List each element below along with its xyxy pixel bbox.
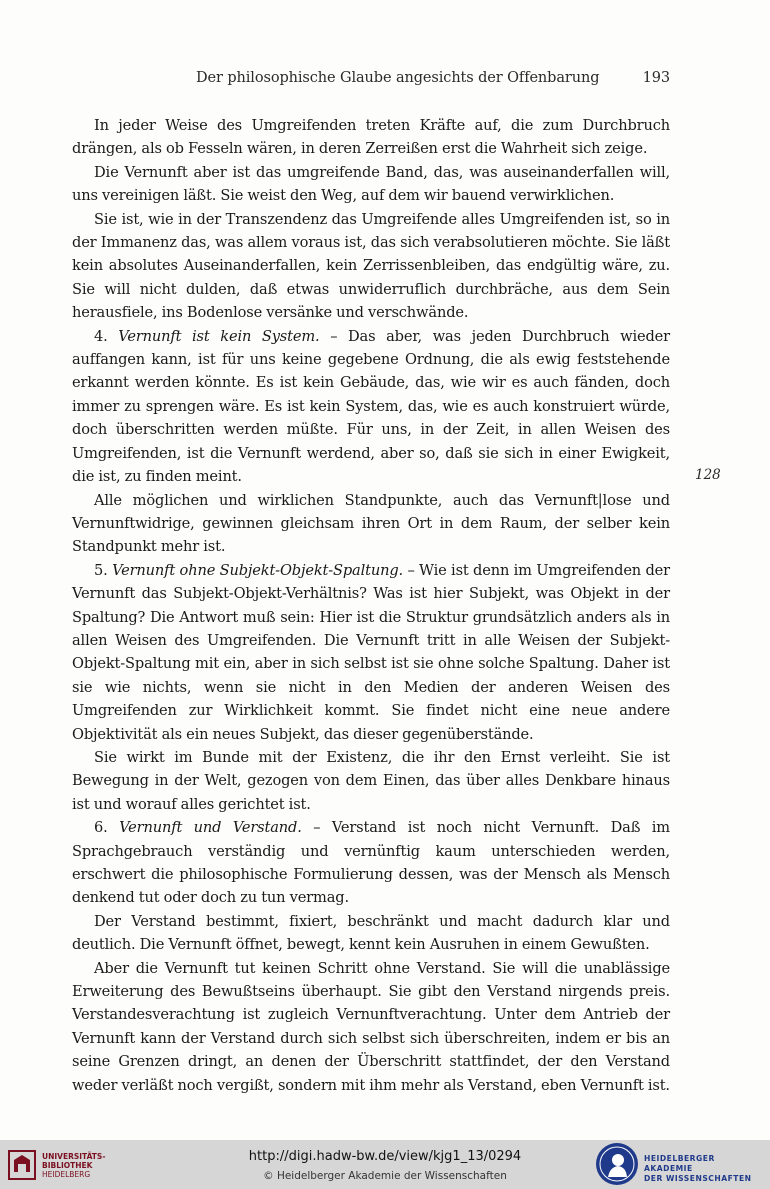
section-paragraph: 4. Vernunft ist kein System. – Das aber, was jeden Durchbruch wieder auffangen kann, ist für uns keine gegebene Ordnung, die als ewig feststehende erkannt werden könnte. Es ist kein Gebäude, das, wie wir es auch fänden, doch immer zu sprengen wäre. Es ist kein System, das, wie es auch konstruiert würde, doch überschritten werden müßte. Für uns, in der Zeit, in allen Weisen des Umgreifenden, ist die Vernunft werdend, aber so, daß sie sich in einer Ewigkeit, die ist, zu finden meint. [72,327,670,486]
academy-logo-line: DER WISSENSCHAFTEN [644,1174,752,1183]
academy-logo[interactable] [594,1141,764,1187]
section-heading: Vernunft und Verstand. [119,819,302,837]
paragraph: In jeder Weise des Umgreifenden treten Kräfte auf, die zum Durchbruch drängen, als ob Fesseln wären, in deren Zerreißen erst die Wahrheit sich zeige. [72,117,670,158]
margin-page-reference: 128 [695,467,721,483]
ub-logo-line: UNIVERSITÄTS- [42,1152,106,1161]
academy-seal-icon [594,1141,640,1187]
paragraph: Die Vernunft aber ist das umgreifende Band, das, was auseinanderfallen will, uns vereinigen läßt. Sie weist den Weg, auf dem wir bauend verwirklichen. [72,163,670,205]
paragraph: Alle möglichen und wirklichen Standpunkte, auch das Vernunft|lose und Vernunftwidrige, gewinnen gleichsam ihren Ort in dem Raum, der selber kein Standpunkt mehr ist. [72,491,670,556]
ub-logo-line: BIBLIOTHEK [42,1161,93,1170]
section-number: 4. [94,327,108,345]
section-paragraph: 5. Vernunft ohne Subjekt-Objekt-Spaltung. – Wie ist denn im Umgreifenden der Vernunft das Subjekt-Objekt-Verhältnis? Was ist hier Subjekt, was Objekt in der Spaltung? Die Antwort muß sein: Hier ist die Struktur grundsätzlich anders als in allen Weisen des Umgreifenden. Die Vernunft tritt in alle Weisen der Subjekt-Objekt-Spaltung mit ein, aber in sich selbst ist sie ohne solche Spaltung. Daher ist sie wie nichts, wenn sie nicht in den Medien der anderen Weisen des Umgreifenden zur Wirklichkeit kommt. Sie findet nicht eine neue andere Objektivität als ein neues Subjekt, das dieser gegenüberstände. [72,561,670,743]
section-heading: Vernunft ohne Subjekt-Objekt-Spaltung. [112,561,404,579]
paragraph: Sie ist, wie in der Transzendenz das Umgreifende alles Umgreifenden ist, so in der Immanenz das, was allem voraus ist, das sich verabsolutieren möchte. Sie läßt kein absolutes Auseinanderfallen, kein Zerrissenbleiben, das endgültig wäre, zu. Sie will nicht dulden, daß etwas unwiderruflich durchbräche, aus dem Sein herausfiele, ins Bodenlose versänke und verschwände. [72,210,670,322]
section-number: 5. [94,561,108,579]
source-url-link[interactable]: http://digi.hadw-bw.de/view/kjg1_13/0294 [248,1149,522,1164]
section-heading: Vernunft ist kein System. [118,327,320,345]
section-paragraph: 6. Vernunft und Verstand. – Verstand ist noch nicht Vernunft. Daß im Sprachgebrauch verständig und vernünftig kaum unterschieden werden, erschwert die philosophische Formulierung dessen, was der Mensch als Mensch denkend tut oder doch zu tun vermag. [72,819,670,907]
ub-logo-line: HEIDELBERG [42,1170,91,1179]
running-title: Der philosophische Glaube angesichts der Offenbarung [196,70,600,86]
paragraph: Aber die Vernunft tut keinen Schritt ohne Verstand. Sie will die unablässige Erweiterung des Bewußtseins überhaupt. Sie gibt den Verstand nirgends preis. Verstandesverachtung ist zugleich Vernunftverachtung. Unter dem Antrieb der Vernunft kann der Verstand durch sich selbst sich überschreiten, indem er bis an seine Grenzen dringt, an denen der Überschritt stattfindet, der den Verstand weder verläßt noch vergißt, sondern mit ihm mehr als Verstand, eben Vernunft ist. [72,959,670,1094]
paragraph: Sie wirkt im Bunde mit der Existenz, die ihr den Ernst verleiht. Sie ist Bewegung in der Welt, gezogen von dem Einen, das über alles Denkbare hinaus ist und worauf alles gerichtet ist. [72,748,670,813]
academy-logo-line: HEIDELBERGER AKADEMIE [644,1154,715,1173]
viewer-footer [0,1140,770,1189]
section-number: 6. [94,819,108,837]
body-text [72,114,670,1097]
paragraph: Der Verstand bestimmt, fixiert, beschränkt und macht dadurch klar und deutlich. Die Vernunft öffnet, bewegt, kennt kein Ausruhen in einem Gewußten. [72,912,670,954]
copyright-notice: © Heidelberger Akademie der Wissenschaften [263,1170,507,1182]
page-number: 193 [642,70,670,86]
